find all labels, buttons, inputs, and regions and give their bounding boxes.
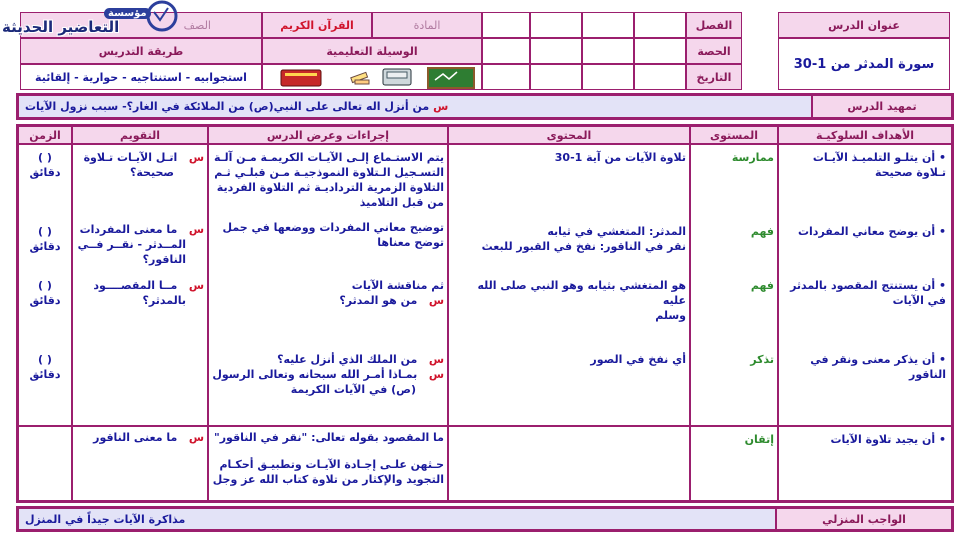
period-cell: [482, 38, 530, 64]
homework-label: الواجب المنزلي: [776, 508, 952, 530]
class-cell: [482, 12, 530, 38]
evaluation-row-1: س اتـل الآيـات تـلاوة صحيحة؟: [83, 151, 204, 179]
period-label: الحصة: [686, 38, 742, 64]
date-cell: [530, 64, 582, 90]
header-time: الزمن: [18, 126, 72, 144]
date-cell: [482, 64, 530, 90]
teaching-aid-images: [262, 64, 482, 90]
content-column-lower: [448, 426, 690, 501]
class-label: الفصل: [686, 12, 742, 38]
intro-text: [18, 95, 812, 118]
intro-question: من أنزل اله تعالى على النبي(ص) من الملائكة في الغار؟- سبب نزول الآيات: [25, 100, 430, 113]
blackboard-icon: [428, 68, 474, 88]
content-row-4: أي نفخ في الصور: [590, 353, 686, 366]
objective-row-4: • أن يذكر معنى ونقر في الناقور: [810, 353, 946, 381]
evaluation-row-5: س ما معنى الناقور: [93, 431, 204, 444]
objective-row-2: • أن يوضح معاني المفردات: [797, 225, 946, 238]
lesson-title-value: سورة المدثر من 1-30: [778, 38, 950, 90]
class-cell: [582, 12, 634, 38]
logo-subtitle: مؤسسة: [104, 8, 151, 19]
question-marker: س: [433, 100, 449, 113]
period-cell: [582, 38, 634, 64]
chalk-icon: [351, 72, 369, 84]
class-cell: [634, 12, 686, 38]
content-row-1: تلاوة الآيات من آية 1-30: [554, 151, 686, 164]
procedures-row-4: س من الملك الذي أنزل عليه؟ س بمـاذا أمـر الله سبحانه وتعالى الرسول (ص) في الآيات الكريمة: [212, 353, 444, 396]
procedures-row-1: يتم الاستـماع إلـى الآيـات الكريمـة مـن آلـة التسـجيل الـتلاوة النموذجيـة مـن قبلـي ثـم التلاوة الزمرية الترداديـة ثم التلاوة الفردية من قبل التلاميذ: [214, 151, 444, 209]
content-row-3: هو المتغشي بثيابه وهو النبي صلى الله عليه وسلم: [477, 279, 686, 322]
evaluation-row-2: س ما معنى المفردات المــدثر - نقــر فــي الناقور؟: [77, 223, 204, 266]
logo-text: التعاضير الحديثة: [2, 18, 120, 36]
level-row-3: فهم: [750, 279, 774, 292]
quran-book-icon: [281, 70, 321, 86]
teaching-method-label: طريقة التدريس: [20, 38, 262, 64]
level-row-4: تذكر: [750, 353, 774, 366]
header-procedures: إجراءات وعرض الدرس: [208, 126, 448, 144]
objective-row-5: • أن يجيد تلاوة الآيات: [830, 433, 946, 446]
period-cell: [634, 38, 686, 64]
procedures-row-5: ما المقصود بقوله تعالى: "نقر في الناقور" حـثهن علـى إجـادة الآيـات وتطبيـق أحكـام التجويد والإكثار من تلاوة كتاب الله عز وجل: [212, 431, 444, 486]
header-level: المستوى: [690, 126, 778, 144]
teaching-method-value: استجوابيه - استنتاجيه - حوارية - إلقائية: [20, 64, 262, 90]
header-objectives: الأهداف السلوكيـة: [778, 126, 952, 144]
class-cell: [530, 12, 582, 38]
teaching-aid-icons: [263, 65, 482, 90]
lesson-title-label: عنوان الدرس: [778, 12, 950, 38]
institution-logo: [0, 0, 180, 38]
level-row-2: فهم: [750, 225, 774, 238]
period-cell: [530, 38, 582, 64]
level-row-5: إتقان: [744, 433, 774, 446]
date-cell: [582, 64, 634, 90]
teaching-aid-label: الوسيلة التعليمية: [262, 38, 482, 64]
time-row-2: ( ) دقائق: [29, 225, 61, 253]
objective-row-3: • أن يستنتج المقصود بالمدثر في الآيات: [790, 279, 946, 307]
content-row-2: المدثر: المتغشي في ثيابه نقر في الناقور: نفخ في القبور للبعث: [481, 225, 686, 253]
time-row-1: ( ) دقائق: [29, 151, 61, 179]
procedures-row-2: توضيح معاني المفردات ووضعها في جمل توضح معناها: [222, 221, 444, 249]
objective-row-1: • أن يتلـو التلميـذ الآيـات تـلاوة صحيحة: [812, 151, 946, 179]
header-content: المحتوى: [448, 126, 690, 144]
subject-label: المادة: [372, 12, 482, 38]
cassette-tape-icon: [383, 69, 411, 85]
date-cell: [634, 64, 686, 90]
time-row-3: ( ) دقائق: [29, 279, 61, 307]
evaluation-row-3: س مــا المقصــــود بالمدثر؟: [93, 279, 204, 307]
time-column-lower: [18, 426, 72, 501]
header-evaluation: التقويم: [72, 126, 208, 144]
homework-text: مذاكرة الآيات جيداً في المنزل: [18, 508, 776, 530]
level-row-1: ممارسة: [731, 151, 774, 164]
procedures-row-3: ثم مناقشة الآيات س من هو المدثر؟: [339, 279, 444, 307]
time-row-4: ( ) دقائق: [29, 353, 61, 381]
grade-label: الصف: [20, 12, 262, 38]
intro-label: تمهيد الدرس: [812, 95, 952, 118]
subject-value: القرآن الكريم: [262, 12, 372, 38]
date-label: التاريخ: [686, 64, 742, 90]
